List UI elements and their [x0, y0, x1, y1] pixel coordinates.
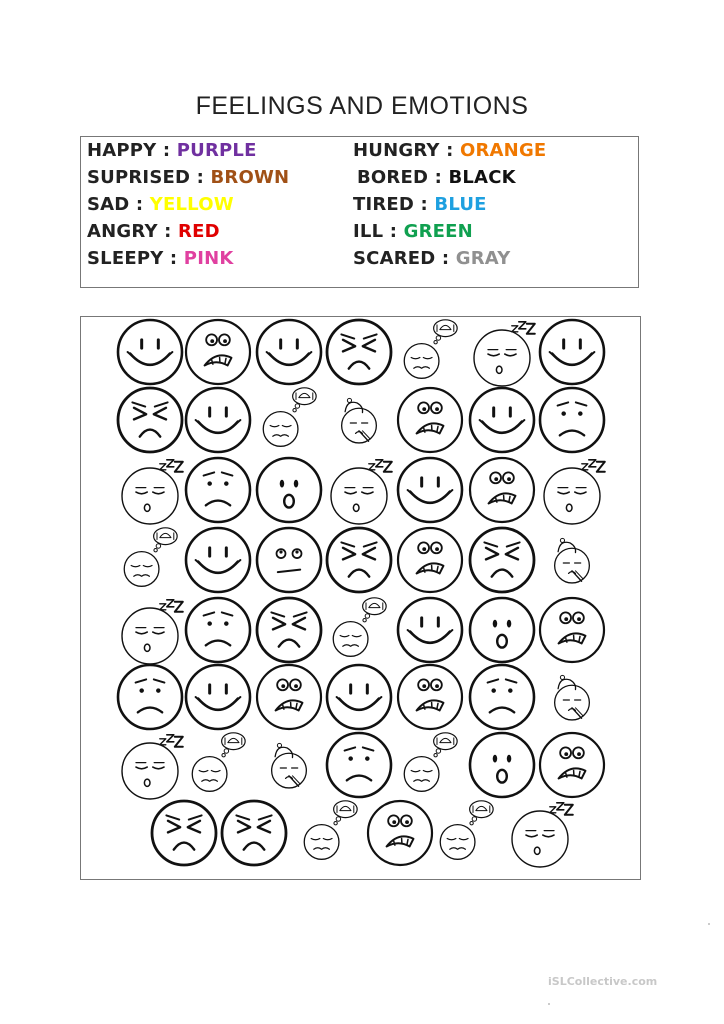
- legend-color-name: YELLOW: [149, 194, 234, 215]
- legend-emotion: ANGRY: [87, 221, 158, 242]
- hungry-face-icon: [440, 801, 493, 860]
- happy-face-icon: [398, 598, 462, 662]
- legend-color-name: GREEN: [403, 221, 473, 242]
- angry-face-icon: [118, 388, 182, 452]
- legend-separator: :: [162, 140, 171, 161]
- legend-separator: :: [420, 194, 428, 215]
- legend-color-name: BLACK: [448, 167, 516, 188]
- surprised-face-icon: [470, 598, 534, 662]
- scared-face-icon: [186, 320, 250, 384]
- angry-face-icon: [222, 801, 286, 865]
- legend-separator: :: [196, 167, 205, 188]
- sleepy-face-icon: [474, 322, 535, 386]
- ill-face-icon: [555, 675, 590, 720]
- sleepy-face-icon: [512, 803, 573, 867]
- legend-emotion: ILL: [353, 221, 384, 242]
- angry-face-icon: [257, 598, 321, 662]
- legend-color-name: PURPLE: [176, 140, 257, 161]
- hungry-face-icon: [304, 801, 357, 860]
- scared-face-icon: [470, 458, 534, 522]
- legend-separator: :: [389, 221, 398, 242]
- sad-face-icon: [186, 458, 250, 522]
- angry-face-icon: [470, 528, 534, 592]
- bored-face-icon: [257, 528, 321, 592]
- hungry-face-icon: [192, 733, 245, 792]
- sad-face-icon: [186, 598, 250, 662]
- legend-color-name: ORANGE: [459, 140, 547, 161]
- legend-emotion: SAD: [87, 194, 130, 215]
- scared-face-icon: [398, 528, 462, 592]
- hungry-face-icon: [333, 598, 386, 657]
- happy-face-icon: [470, 388, 534, 452]
- legend-color-name: RED: [178, 221, 220, 242]
- sleepy-face-icon: [122, 460, 183, 524]
- legend-emotion: TIRED: [353, 194, 415, 215]
- legend-color-name: GRAY: [455, 248, 511, 269]
- happy-face-icon: [540, 320, 604, 384]
- sad-face-icon: [540, 388, 604, 452]
- happy-face-icon: [186, 665, 250, 729]
- legend-separator: :: [434, 167, 442, 188]
- legend-emotion: SLEEPY: [87, 248, 164, 269]
- legend-separator: :: [164, 221, 172, 242]
- legend-emotion: SUPRISED: [87, 167, 191, 188]
- sad-face-icon: [470, 665, 534, 729]
- sad-face-icon: [118, 665, 182, 729]
- scared-face-icon: [540, 598, 604, 662]
- happy-face-icon: [398, 458, 462, 522]
- legend-color-name: BLUE: [434, 194, 487, 215]
- legend-emotion: HAPPY: [87, 140, 157, 161]
- legend-separator: :: [135, 194, 144, 215]
- legend-separator: :: [441, 248, 450, 269]
- happy-face-icon: [118, 320, 182, 384]
- scared-face-icon: [540, 733, 604, 797]
- hungry-face-icon: [404, 320, 457, 379]
- ill-face-icon: [272, 743, 307, 788]
- legend-color-name: BROWN: [210, 167, 290, 188]
- decorative-dot: [708, 923, 710, 925]
- surprised-face-icon: [470, 733, 534, 797]
- legend-color-name: PINK: [183, 248, 234, 269]
- happy-face-icon: [186, 388, 250, 452]
- hungry-face-icon: [124, 528, 177, 587]
- sleepy-face-icon: [544, 460, 605, 524]
- legend-emotion: SCARED: [353, 248, 436, 269]
- scared-face-icon: [368, 801, 432, 865]
- ill-face-icon: [342, 398, 377, 443]
- happy-face-icon: [327, 665, 391, 729]
- sad-face-icon: [327, 733, 391, 797]
- decorative-dot: [548, 1003, 550, 1005]
- scared-face-icon: [398, 665, 462, 729]
- site-watermark: iSLCollective.com: [548, 975, 658, 988]
- ill-face-icon: [555, 538, 590, 583]
- sleepy-face-icon: [331, 460, 392, 524]
- angry-face-icon: [152, 801, 216, 865]
- happy-face-icon: [257, 320, 321, 384]
- scared-face-icon: [398, 388, 462, 452]
- surprised-face-icon: [257, 458, 321, 522]
- angry-face-icon: [327, 320, 391, 384]
- hungry-face-icon: [404, 733, 457, 792]
- happy-face-icon: [186, 528, 250, 592]
- legend-emotion: BORED: [357, 167, 429, 188]
- hungry-face-icon: [263, 388, 316, 447]
- worksheet-title: FEELINGS AND EMOTIONS: [195, 92, 529, 120]
- legend-separator: :: [169, 248, 178, 269]
- legend-separator: :: [446, 140, 454, 161]
- scared-face-icon: [257, 665, 321, 729]
- legend-emotion: HUNGRY: [353, 140, 440, 161]
- angry-face-icon: [327, 528, 391, 592]
- sleepy-face-icon: [122, 735, 183, 799]
- sleepy-face-icon: [122, 600, 183, 664]
